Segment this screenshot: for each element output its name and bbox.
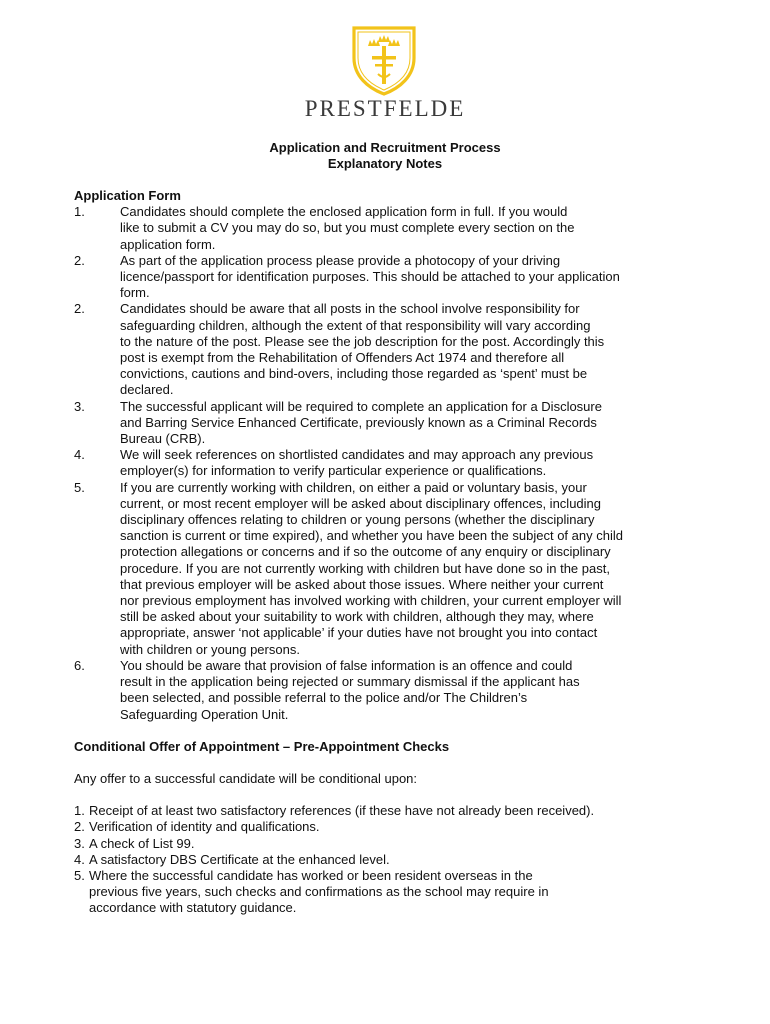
list-item-text: [120, 480, 704, 658]
check-item: [74, 868, 704, 917]
conditional-offer-intro: Any offer to a successful candidate will be conditional upon:: [74, 770, 418, 786]
list-item-number: 5.: [74, 479, 85, 495]
list-item-number: 4.: [74, 851, 85, 867]
list-item: [74, 480, 704, 658]
check-item: [74, 819, 704, 835]
list-item-text: [120, 658, 704, 723]
document-title: [0, 140, 770, 172]
list-item-text: [120, 399, 704, 448]
list-item-number: 3.: [74, 398, 85, 414]
list-item-line: accordance with statutory guidance.: [89, 900, 297, 916]
list-item-line: declared.: [120, 382, 174, 398]
list-item-line: like to submit a CV you may do so, but you must complete every section on the: [120, 220, 575, 236]
list-item-text: [120, 204, 704, 253]
list-item-line: post is exempt from the Rehabilitation of Offenders Act 1974 and therefore all: [120, 350, 565, 366]
list-item-number: 2.: [74, 252, 85, 268]
list-item-line: current, or most recent employer will be asked about disciplinary offences, including: [120, 495, 601, 511]
list-item: [74, 658, 704, 723]
list-item-text: [120, 301, 704, 398]
title-line-2: Explanatory Notes: [327, 156, 443, 171]
list-item-line: Candidates should complete the enclosed application form in full. If you would: [120, 204, 568, 220]
list-item-line: We will seek references on shortlisted candidates and may approach any previous: [120, 447, 594, 463]
list-item: [74, 253, 704, 302]
check-item: [74, 803, 704, 819]
list-item-line: Safeguarding Operation Unit.: [120, 706, 289, 722]
list-item-line: Verification of identity and qualifications.: [89, 819, 320, 835]
list-item-number: 2.: [74, 819, 85, 835]
list-item-text: [89, 836, 704, 852]
list-item-text: [120, 253, 704, 302]
list-item-text: [89, 868, 704, 917]
school-name: PRESTFELDE: [304, 96, 466, 121]
list-item: [74, 204, 704, 253]
list-item-line: protection allegations or concerns and if so the outcome of any enquiry or disciplinary: [120, 544, 611, 560]
list-item-line: application form.: [120, 236, 216, 252]
school-crest-icon: [348, 24, 420, 98]
list-item-text: [89, 803, 704, 819]
conditional-offer-heading: Conditional Offer of Appointment – Pre-Appointment Checks: [74, 738, 450, 754]
list-item-text: [89, 819, 704, 835]
pre-appointment-checks-list: [74, 803, 704, 916]
check-item: [74, 852, 704, 868]
list-item-number: 1.: [74, 803, 85, 819]
list-item-text: [89, 852, 704, 868]
application-form-heading: Application Form: [74, 188, 181, 203]
list-item-line: to the nature of the post. Please see the job description for the post. Accordingly this: [120, 333, 605, 349]
list-item-number: 4.: [74, 447, 85, 463]
list-item: [74, 399, 704, 448]
list-item-line: You should be aware that provision of false information is an offence and could: [120, 657, 573, 673]
title-line-1: Application and Recruitment Process: [269, 140, 501, 155]
list-item-line: sanction is current or time expired), and whether you have been the subject of any child: [120, 528, 623, 544]
list-item: [74, 301, 704, 398]
list-item-line: As part of the application process please provide a photocopy of your driving: [120, 252, 561, 268]
list-item-line: been selected, and possible referral to the police and/or The Children’s: [120, 690, 528, 706]
list-item-line: result in the application being rejected or summary dismissal if the applicant has: [120, 674, 580, 690]
list-item-line: Receipt of at least two satisfactory references (if these have not already been received).: [89, 803, 595, 819]
list-item-number: 6.: [74, 657, 85, 673]
list-item-number: 2.: [74, 301, 85, 317]
list-item-line: procedure. If you are not currently working with children but have done so in the past,: [120, 560, 610, 576]
list-item: [74, 447, 704, 479]
list-item-number: 5.: [74, 867, 85, 883]
list-item-line: convictions, cautions and bind-overs, including those regarded as ‘spent’ must be: [120, 366, 588, 382]
list-item-line: with children or young persons.: [120, 641, 300, 657]
list-item-line: still be asked about your suitability to work with children, although they may, where: [120, 609, 594, 625]
document-body: [74, 188, 704, 917]
list-item-line: employer(s) for information to verify particular experience or qualifications.: [120, 463, 547, 479]
list-item-line: Bureau (CRB).: [120, 431, 206, 447]
list-item-line: form.: [120, 285, 150, 301]
list-item-line: licence/passport for identification purposes. This should be attached to your application: [120, 269, 620, 285]
list-item-line: Where the successful candidate has worked or been resident overseas in the: [89, 867, 533, 883]
list-item-text: [120, 447, 704, 479]
application-form-list: [74, 204, 704, 723]
list-item-number: 3.: [74, 835, 85, 851]
list-item-line: disciplinary offences relating to children or young persons (whether the disciplinary: [120, 512, 595, 528]
list-item-line: A check of List 99.: [89, 835, 195, 851]
list-item-line: Candidates should be aware that all posts in the school involve responsibility for: [120, 301, 580, 317]
list-item-line: previous five years, such checks and confirmations as the school may require in: [89, 884, 549, 900]
list-item-line: If you are currently working with children, on either a paid or voluntary basis, your: [120, 479, 587, 495]
list-item-line: and Barring Service Enhanced Certificate, previously known as a Criminal Records: [120, 414, 597, 430]
list-item-line: A satisfactory DBS Certificate at the enhanced level.: [89, 851, 390, 867]
list-item-number: 1.: [74, 204, 85, 220]
check-item: [74, 836, 704, 852]
list-item-line: nor previous employment has involved working with children, your current employer will: [120, 593, 622, 609]
list-item-line: safeguarding children, although the extent of that responsibility will vary according: [120, 317, 591, 333]
list-item-line: The successful applicant will be required to complete an application for a Disclosure: [120, 398, 602, 414]
list-item-line: that previous employer will be asked about those issues. Where neither your current: [120, 576, 604, 592]
list-item-line: appropriate, answer ‘not applicable’ if your duties have not brought you into contact: [120, 625, 598, 641]
